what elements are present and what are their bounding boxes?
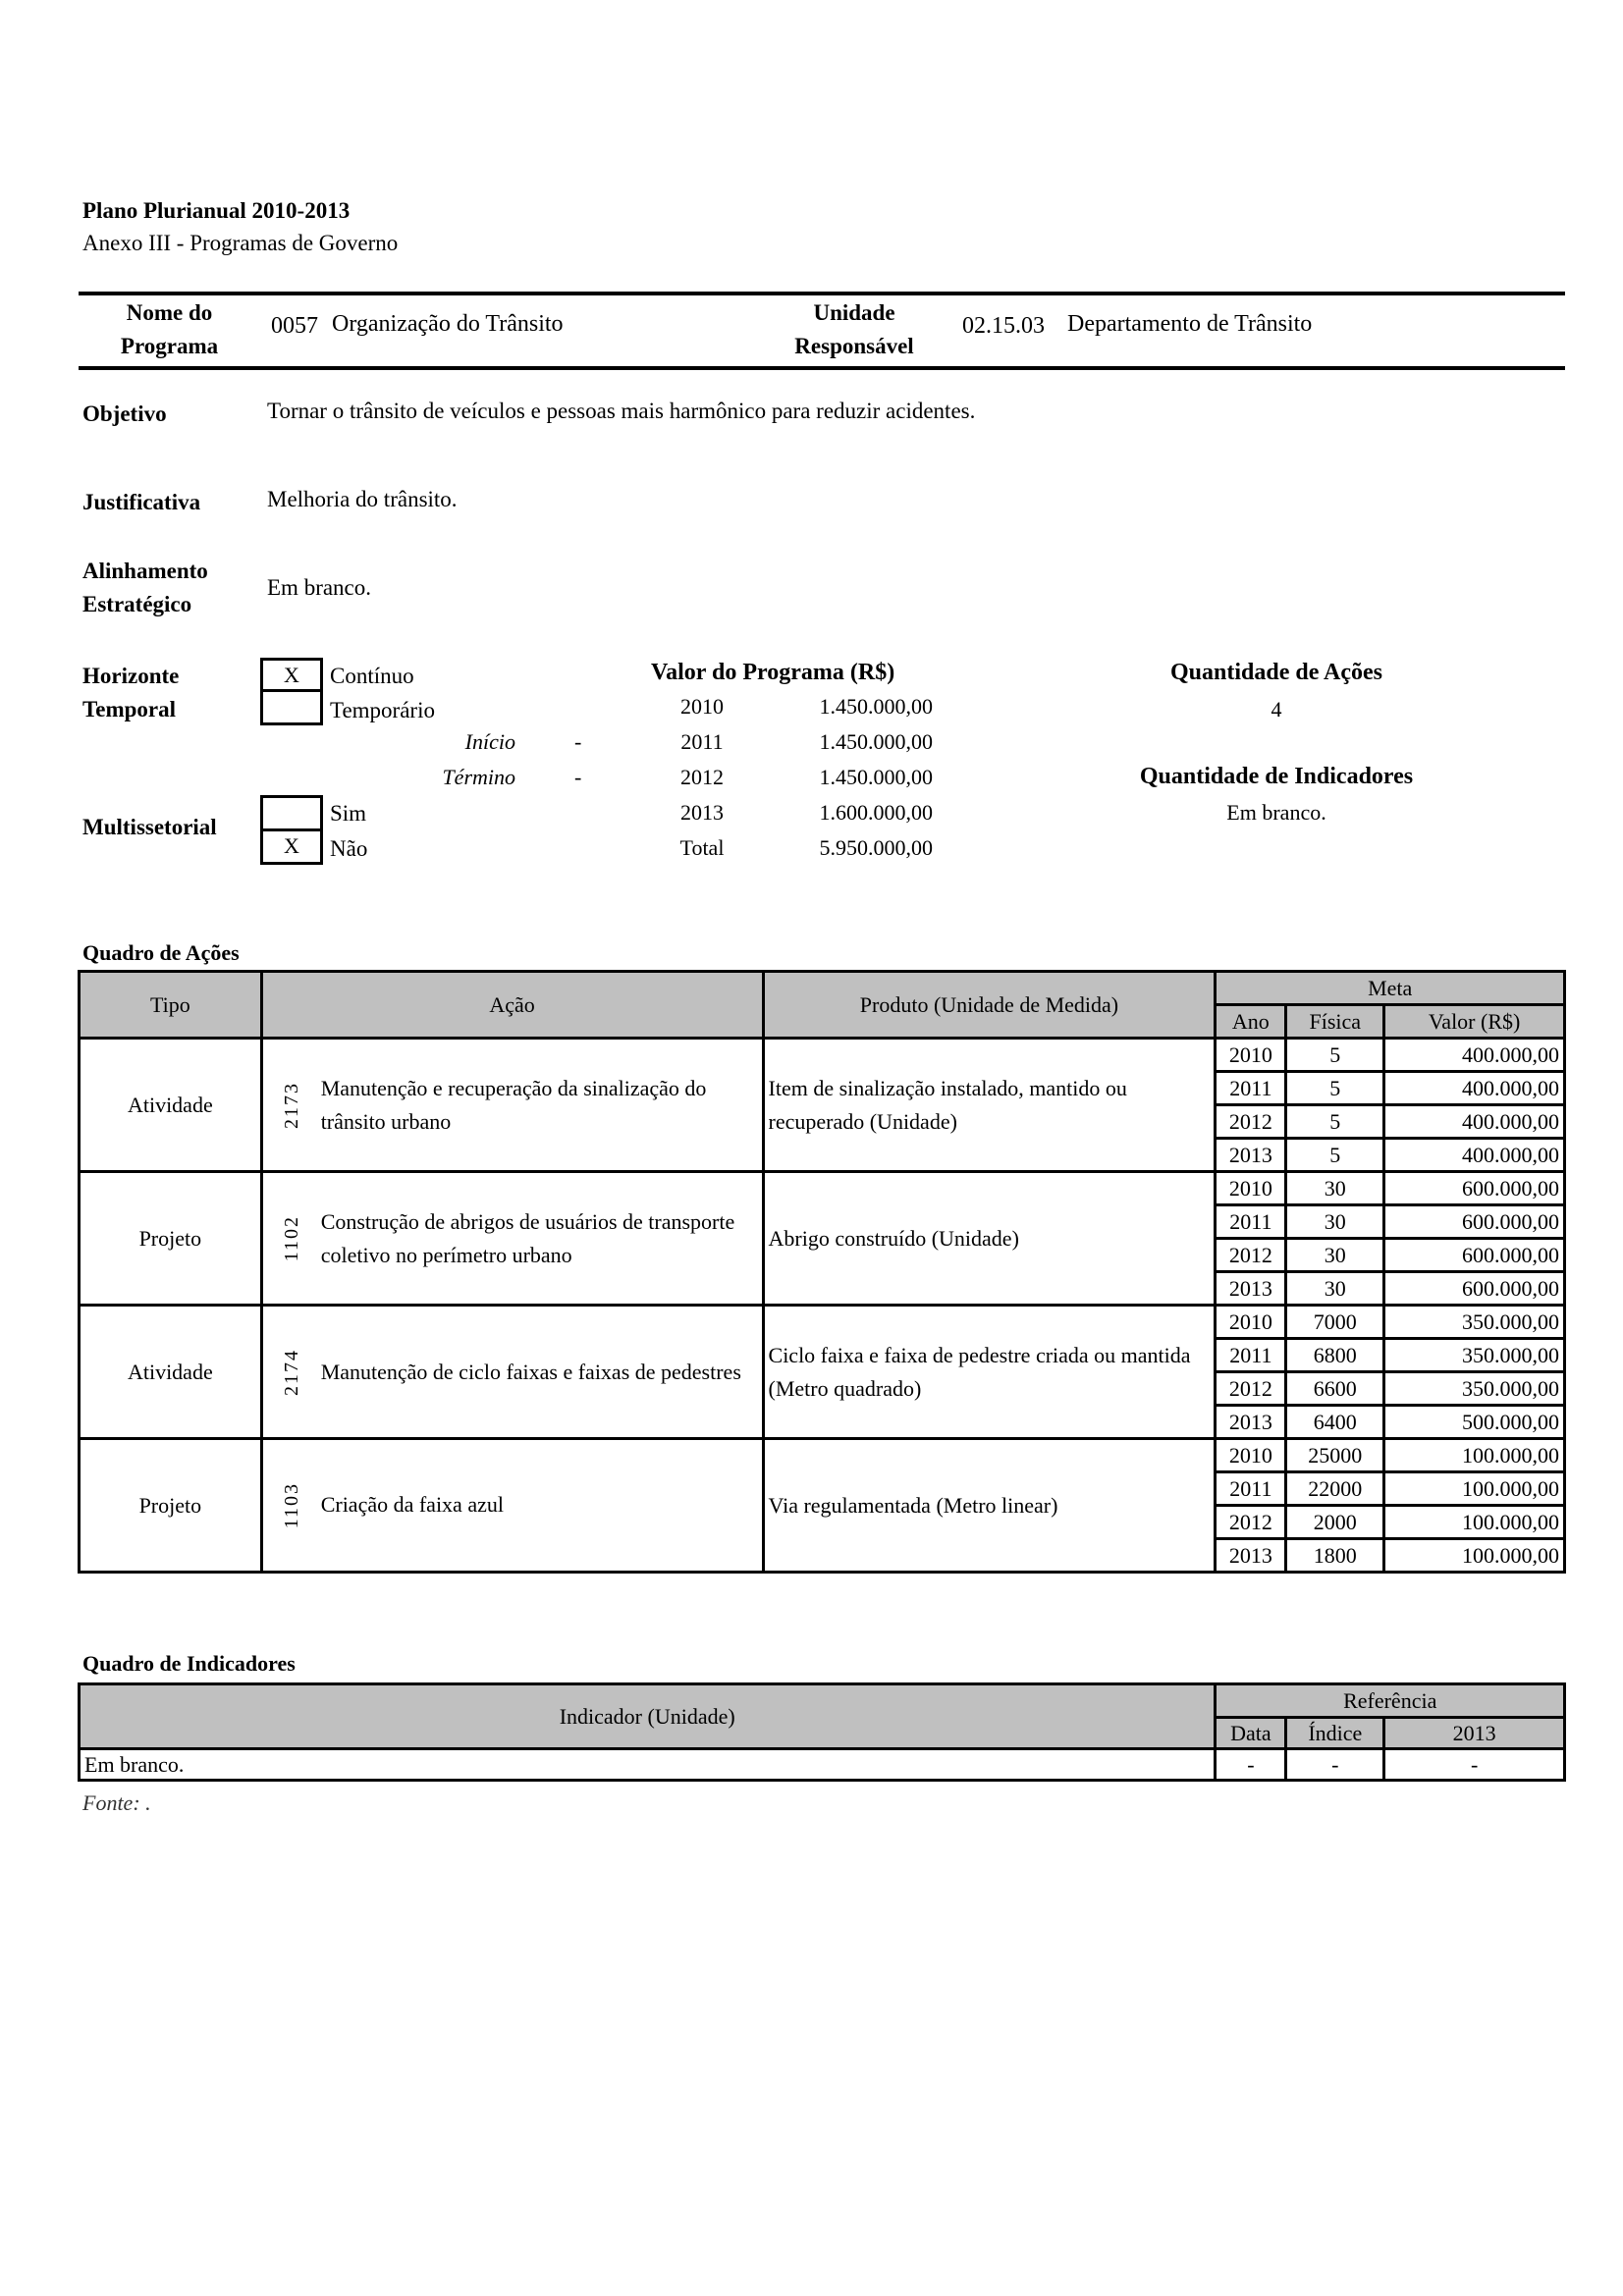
meta-valor: 500.000,00 (1384, 1406, 1565, 1439)
acao-tipo: Atividade (80, 1039, 262, 1172)
acao-description: Manutenção e recuperação da sinalização do trânsito urbano (320, 1075, 707, 1134)
header-acao: Ação (261, 972, 763, 1039)
valor-year: 2011 (680, 729, 724, 754)
acao-tipo: Atividade (80, 1306, 262, 1439)
inicio-value: - (574, 729, 582, 754)
header-referencia: Referência (1216, 1684, 1565, 1718)
indicador-name: Em branco. (80, 1749, 1216, 1781)
header-data: Data (1216, 1718, 1286, 1749)
continuo-label: Contínuo (330, 664, 414, 688)
inicio-label: Início (464, 729, 515, 754)
unit-name: Departamento de Trânsito (1067, 311, 1313, 337)
meta-valor: 350.000,00 (1384, 1372, 1565, 1406)
acao-code: 2173 (280, 1081, 302, 1129)
acao-code: 2174 (280, 1348, 302, 1396)
program-band (79, 292, 1565, 370)
meta-ano: 2010 (1216, 1039, 1286, 1072)
meta-valor: 100.000,00 (1384, 1439, 1565, 1472)
meta-fisica: 7000 (1286, 1306, 1384, 1339)
indicador-ano: - (1384, 1749, 1565, 1781)
meta-fisica: 5 (1286, 1105, 1384, 1139)
program-name-label-line1: Nome do (126, 300, 213, 325)
header-ano: Ano (1216, 1005, 1286, 1039)
program-code: 0057 (271, 313, 318, 339)
meta-valor: 100.000,00 (1384, 1472, 1565, 1506)
program-name: Organização do Trânsito (332, 311, 564, 337)
valor-amount: 1.600.000,00 (819, 800, 933, 825)
sim-checkbox[interactable] (260, 795, 323, 831)
sim-label: Sim (330, 801, 367, 826)
acao-tipo: Projeto (80, 1172, 262, 1306)
acao-code: 1102 (280, 1214, 302, 1262)
unit-label-line1: Unidade (813, 300, 895, 325)
meta-ano: 2011 (1216, 1339, 1286, 1372)
horizonte-label-line2: Temporal (82, 697, 176, 721)
indicador-indice: - (1286, 1749, 1384, 1781)
meta-fisica: 6800 (1286, 1339, 1384, 1372)
termino-value: - (574, 765, 582, 789)
meta-fisica: 30 (1286, 1205, 1384, 1239)
meta-ano: 2011 (1216, 1472, 1286, 1506)
meta-ano: 2012 (1216, 1105, 1286, 1139)
acao-produto: Ciclo faixa e faixa de pedestre criada ou mantida (Metro quadrado) (763, 1306, 1216, 1439)
meta-fisica: 30 (1286, 1239, 1384, 1272)
header-valor: Valor (R$) (1384, 1005, 1565, 1039)
meta-ano: 2013 (1216, 1406, 1286, 1439)
meta-valor: 600.000,00 (1384, 1239, 1565, 1272)
quantidade-indicadores-label: Quantidade de Indicadores (1139, 764, 1414, 789)
valor-year: Total (679, 835, 725, 860)
valor-amount: 5.950.000,00 (819, 835, 933, 860)
nao-checkbox[interactable]: X (260, 828, 323, 865)
acao-description: Construção de abrigos de usuários de transporte coletivo no perímetro urbano (320, 1208, 735, 1267)
temporario-checkbox[interactable] (260, 689, 323, 725)
fonte-note: Fonte: . (82, 1790, 151, 1815)
program-name-label (98, 296, 241, 363)
meta-valor: 400.000,00 (1384, 1039, 1565, 1072)
alinhamento-label (82, 555, 208, 621)
justificativa-value: Melhoria do trânsito. (267, 487, 458, 511)
meta-valor: 350.000,00 (1384, 1306, 1565, 1339)
meta-fisica: 30 (1286, 1172, 1384, 1205)
acao-cell (261, 1172, 763, 1306)
quantidade-indicadores-value: Em branco. (1226, 800, 1326, 825)
continuo-checkbox[interactable]: X (260, 658, 323, 692)
termino-label: Término (442, 765, 515, 789)
quantidade-acoes-value: 4 (1271, 697, 1282, 721)
header-produto: Produto (Unidade de Medida) (763, 972, 1216, 1039)
valor-year: 2012 (680, 765, 724, 789)
temporario-label: Temporário (330, 698, 435, 722)
header-fisica: Física (1286, 1005, 1384, 1039)
valor-year: 2010 (680, 694, 724, 719)
acao-description: Manutenção de ciclo faixas e faixas de pedestres (320, 1359, 741, 1384)
meta-ano: 2012 (1216, 1372, 1286, 1406)
meta-valor: 400.000,00 (1384, 1072, 1565, 1105)
meta-fisica: 6600 (1286, 1372, 1384, 1406)
meta-valor: 100.000,00 (1384, 1506, 1565, 1539)
meta-fisica: 30 (1286, 1272, 1384, 1306)
meta-valor: 400.000,00 (1384, 1105, 1565, 1139)
multissetorial-label: Multissetorial (82, 815, 217, 839)
horizonte-label (82, 660, 179, 726)
nao-label: Não (330, 836, 368, 861)
document-title: Plano Plurianual 2010-2013 (82, 198, 351, 223)
valor-year: 2013 (680, 800, 724, 825)
acao-cell (261, 1039, 763, 1172)
meta-valor: 600.000,00 (1384, 1172, 1565, 1205)
quadro-acoes-title: Quadro de Ações (82, 940, 240, 965)
meta-valor: 600.000,00 (1384, 1205, 1565, 1239)
meta-ano: 2012 (1216, 1239, 1286, 1272)
acao-cell (261, 1439, 763, 1573)
valor-amount: 1.450.000,00 (819, 729, 933, 754)
meta-fisica: 22000 (1286, 1472, 1384, 1506)
acao-produto: Abrigo construído (Unidade) (763, 1172, 1216, 1306)
acao-meta-row (80, 1172, 1565, 1205)
document-subtitle: Anexo III - Programas de Governo (82, 231, 399, 255)
unit-label-line2: Responsável (794, 334, 914, 358)
program-name-label-line2: Programa (120, 334, 219, 358)
objetivo-value: Tornar o trânsito de veículos e pessoas mais harmônico para reduzir acidentes. (267, 399, 976, 423)
acao-produto: Via regulamentada (Metro linear) (763, 1439, 1216, 1573)
meta-ano: 2013 (1216, 1272, 1286, 1306)
valor-programa-title: Valor do Programa (R$) (651, 660, 895, 685)
meta-ano: 2013 (1216, 1539, 1286, 1573)
meta-ano: 2010 (1216, 1306, 1286, 1339)
meta-valor: 600.000,00 (1384, 1272, 1565, 1306)
valor-amount: 1.450.000,00 (819, 765, 933, 789)
meta-ano: 2011 (1216, 1072, 1286, 1105)
header-meta: Meta (1216, 972, 1565, 1005)
acao-meta-row (80, 1439, 1565, 1472)
meta-valor: 100.000,00 (1384, 1539, 1565, 1573)
meta-fisica: 6400 (1286, 1406, 1384, 1439)
header-tipo: Tipo (80, 972, 262, 1039)
header-indice: Índice (1286, 1718, 1384, 1749)
acao-description: Criação da faixa azul (320, 1492, 504, 1518)
quantidade-acoes-label: Quantidade de Ações (1169, 660, 1383, 685)
header-ano-ref: 2013 (1384, 1718, 1565, 1749)
acao-produto: Item de sinalização instalado, mantido ou recuperado (Unidade) (763, 1039, 1216, 1172)
acao-tipo: Projeto (80, 1439, 262, 1573)
meta-ano: 2011 (1216, 1205, 1286, 1239)
quadro-indicadores-table (78, 1682, 1566, 1782)
acao-meta-row (80, 1039, 1565, 1072)
alinhamento-label-line2: Estratégico (82, 592, 192, 616)
justificativa-label: Justificativa (82, 490, 201, 514)
alinhamento-value: Em branco. (267, 575, 372, 600)
quadro-acoes-table (78, 970, 1566, 1574)
meta-valor: 350.000,00 (1384, 1339, 1565, 1372)
acao-cell (261, 1306, 763, 1439)
valor-amount: 1.450.000,00 (819, 694, 933, 719)
acao-code: 1103 (280, 1481, 302, 1529)
alinhamento-label-line1: Alinhamento (82, 559, 208, 583)
unit-code: 02.15.03 (962, 313, 1045, 339)
unit-label (766, 296, 943, 363)
header-indicador: Indicador (Unidade) (80, 1684, 1216, 1749)
quadro-indicadores-title: Quadro de Indicadores (82, 1651, 296, 1676)
meta-fisica: 25000 (1286, 1439, 1384, 1472)
meta-valor: 400.000,00 (1384, 1139, 1565, 1172)
meta-ano: 2013 (1216, 1139, 1286, 1172)
horizonte-label-line1: Horizonte (82, 664, 180, 688)
acao-meta-row (80, 1306, 1565, 1339)
meta-fisica: 5 (1286, 1072, 1384, 1105)
meta-ano: 2010 (1216, 1172, 1286, 1205)
meta-fisica: 2000 (1286, 1506, 1384, 1539)
meta-ano: 2012 (1216, 1506, 1286, 1539)
objetivo-label: Objetivo (82, 401, 167, 426)
meta-fisica: 5 (1286, 1139, 1384, 1172)
meta-fisica: 5 (1286, 1039, 1384, 1072)
meta-ano: 2010 (1216, 1439, 1286, 1472)
indicador-data: - (1216, 1749, 1286, 1781)
meta-fisica: 1800 (1286, 1539, 1384, 1573)
indicador-row (80, 1749, 1565, 1781)
